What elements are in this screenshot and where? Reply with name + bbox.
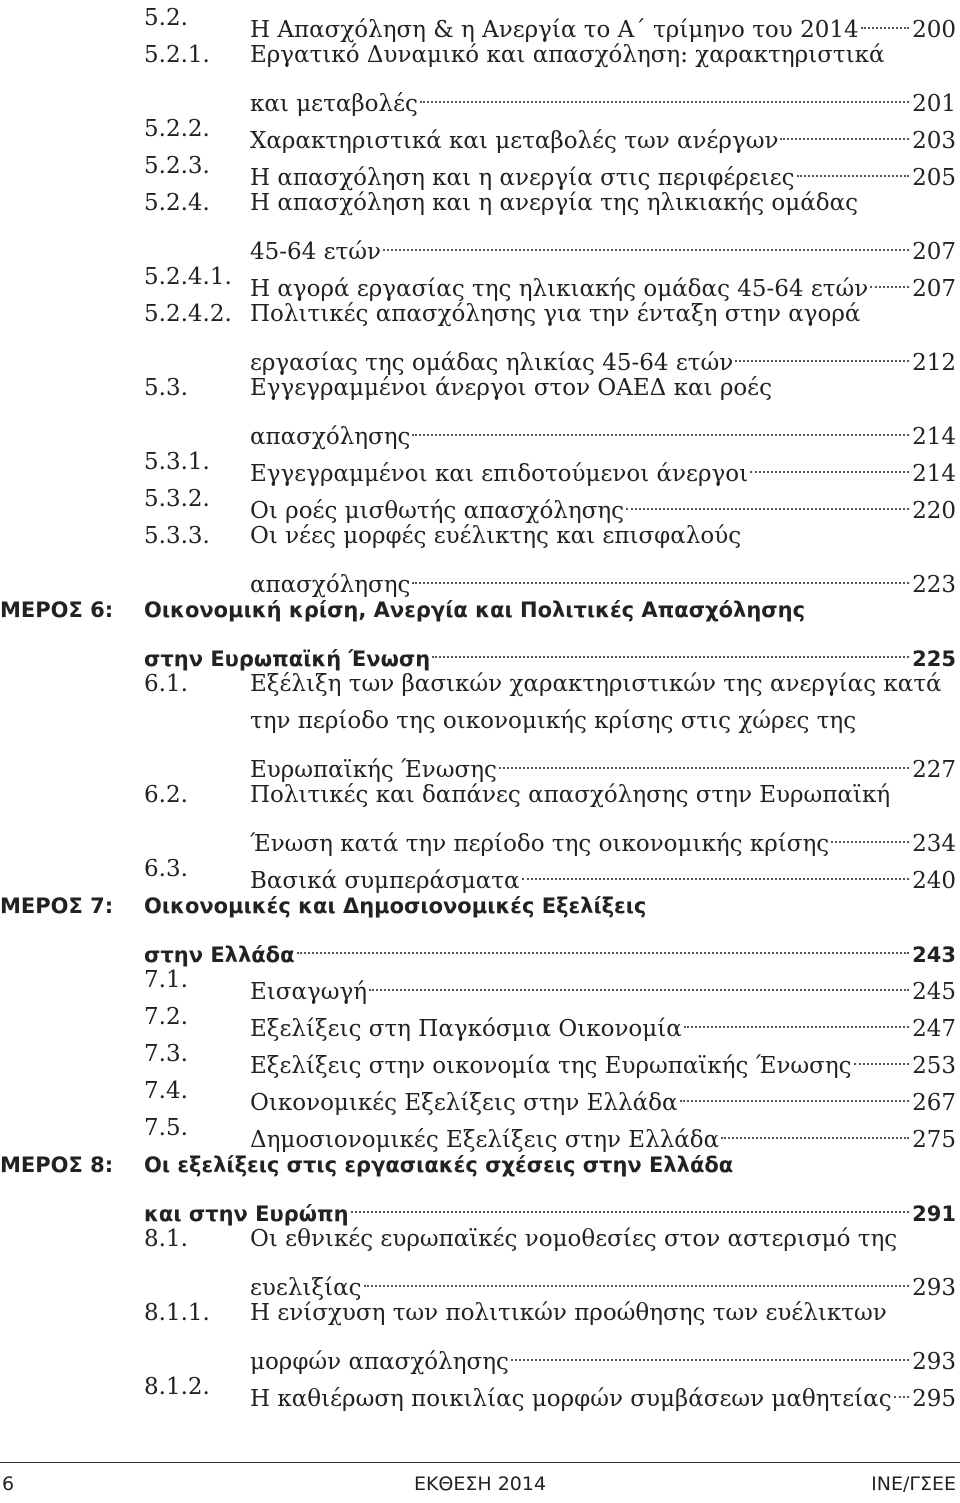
toc-entry[interactable] [0,666,960,783]
toc-title-text: Η αγορά εργασίας της ηλικιακής ομάδας 45-64 ετών [250,276,869,302]
dot-leader [780,111,909,148]
toc-section-number: 5.2.4.2. [144,301,232,327]
toc-page-number: 225 [912,647,956,671]
footer-publisher: ΙΝΕ/ΓΣΕΕ [871,1473,956,1495]
dot-leader [861,0,909,37]
dot-leader [511,1332,909,1369]
dot-leader [297,925,910,962]
toc-entry[interactable] [0,185,960,265]
toc-line [0,1369,960,1412]
toc-page-number: 203 [912,128,956,154]
toc-line [0,111,960,154]
toc-title-text: 45-64 ετών [250,239,381,265]
toc-title-text: απασχόλησης [250,572,411,598]
toc-line [0,999,960,1042]
dot-leader [750,444,909,481]
toc-title-text: Εξελίξεις στη Παγκόσμια Οικονομία [250,1016,682,1042]
toc-section-number: 7.4. [144,1078,188,1104]
toc-title-text: Εξέλιξη των βασικών χαρακτηριστικών της ανεργίας κατά [250,671,942,697]
toc-line [0,148,960,191]
toc-page-number: 207 [912,239,956,265]
toc-line [0,703,960,740]
toc-part-entry[interactable] [0,592,960,671]
toc-part-label: ΜΕΡΟΣ 8: [0,1153,114,1177]
toc-section-number: 5.2.4. [144,190,210,216]
toc-entry[interactable] [0,444,960,487]
toc-line [0,518,960,555]
toc-title-text: Δημοσιονομικές Εξελίξεις στην Ελλάδα [250,1127,720,1153]
toc-line [0,74,960,117]
dot-leader [626,481,909,518]
toc-page-number: 212 [912,350,956,376]
dot-leader [364,1258,910,1295]
toc-entry[interactable] [0,962,960,1005]
toc-line [0,814,960,857]
dot-leader [721,1110,909,1147]
toc-part-entry[interactable] [0,888,960,967]
toc-line [0,962,960,1005]
toc-line [0,259,960,302]
toc-page-number: 227 [912,757,956,783]
footer-page-number: 6 [2,1473,15,1495]
toc-title-text: την περίοδο της οικονομικής κρίσης στις χώρες της [250,708,857,734]
toc-page-number: 253 [912,1053,956,1079]
toc-page-number: 291 [912,1202,956,1226]
toc-line [0,1147,960,1184]
toc-entry[interactable] [0,37,960,117]
toc-section-number: 5.3.1. [144,449,210,475]
toc-line [0,777,960,814]
toc-page-number: 234 [912,831,956,857]
toc-line [0,1295,960,1332]
toc-title-text: Η ενίσχυση των πολιτικών προώθησης των ευέλικτων [250,1300,887,1326]
toc-page-number: 214 [912,461,956,487]
dot-leader [684,999,909,1036]
toc-title-text: Οικονομικές Εξελίξεις στην Ελλάδα [250,1090,678,1116]
toc-page-number: 267 [912,1090,956,1116]
toc-line [0,333,960,376]
toc-title-text: Πολιτικές και δαπάνες απασχόλησης στην Ευρωπαϊκή [250,782,891,808]
toc-section-number: 7.1. [144,967,188,993]
toc-page-number: 243 [912,943,956,967]
toc-title-text: Εξελίξεις στην οικονομία της Ευρωπαϊκής Ένωσης [250,1053,852,1079]
toc-line [0,592,960,629]
toc-entry[interactable] [0,259,960,302]
toc-title-text: Οι εθνικές ευρωπαϊκές νομοθεσίες στον αστερισμό της [250,1226,898,1252]
toc-line [0,296,960,333]
toc-entry[interactable] [0,1036,960,1079]
toc-page-number: 200 [912,17,956,43]
toc-line [0,222,960,265]
toc-entry[interactable] [0,0,960,43]
toc-line [0,1258,960,1301]
toc-page-number: 293 [912,1349,956,1375]
toc-title-text: Οι ροές μισθωτής απασχόλησης [250,498,625,524]
toc-section-number: 8.1.2. [144,1374,210,1400]
dot-leader [870,259,909,296]
toc-title-text: μορφών απασχόλησης [250,1349,509,1375]
toc-entry[interactable] [0,1221,960,1301]
toc-entry[interactable] [0,148,960,191]
toc-entry[interactable] [0,999,960,1042]
toc-page-number: 295 [912,1386,956,1412]
toc-entry[interactable] [0,296,960,376]
toc-section-number: 7.5. [144,1115,188,1141]
toc-part-label: ΜΕΡΟΣ 7: [0,894,114,918]
toc-line [0,851,960,894]
toc-line [0,1110,960,1153]
toc-section-number: 5.2.4.1. [144,264,232,290]
toc-line [0,1073,960,1116]
toc-title-text: Εγγεγραμμένοι και επιδοτούμενοι άνεργοι [250,461,749,487]
toc-section-number: 6.1. [144,671,188,697]
dot-leader [522,851,910,888]
toc-page-number: 245 [912,979,956,1005]
toc-section-number: 5.3.2. [144,486,210,512]
dot-leader [735,333,909,370]
toc-entry[interactable] [0,111,960,154]
toc-page-number: 247 [912,1016,956,1042]
toc-line [0,740,960,783]
toc-title-text: εργασίας της ομάδας ηλικίας 45-64 ετών [250,350,734,376]
page-footer [0,1462,960,1503]
dot-leader [499,740,909,777]
toc-section-number: 5.3. [144,375,188,401]
toc-entry[interactable] [0,481,960,524]
toc-part-label: ΜΕΡΟΣ 6: [0,598,114,622]
toc-entry[interactable] [0,1295,960,1375]
toc-line [0,185,960,222]
toc-entry[interactable] [0,851,960,894]
toc-title-text: Η απασχόληση και η ανεργία στις περιφέρειες [250,165,795,191]
toc-entry[interactable] [0,777,960,857]
toc-line [0,1036,960,1079]
toc-line [0,888,960,925]
dot-leader [894,1369,910,1406]
toc-section-number: 8.1. [144,1226,188,1252]
dot-leader [420,74,909,111]
toc-title-text: Βασικά συμπεράσματα [250,868,520,894]
toc-title-text: Εισαγωγή [250,979,368,1005]
toc-entry[interactable] [0,518,960,598]
toc-page-number: 240 [912,868,956,894]
toc-page-number: 275 [912,1127,956,1153]
toc-section-number: 5.2.3. [144,153,210,179]
toc-line [0,1184,960,1226]
toc-title-text: Οικονομικές και Δημοσιονομικές Εξελίξεις [144,894,647,918]
toc-title-text: Η απασχόληση και η ανεργία της ηλικιακής ομάδας [250,190,858,216]
toc-title-text: Οι νέες μορφές ευέλικτης και επισφαλούς [250,523,742,549]
toc-page-number: 293 [912,1275,956,1301]
toc-section-number: 7.2. [144,1004,188,1030]
dot-leader [369,962,909,999]
dot-leader [412,555,909,592]
dot-leader [351,1184,910,1221]
toc-line [0,555,960,598]
toc-line [0,1221,960,1258]
toc-line [0,481,960,524]
toc-section-number: 5.3.3. [144,523,210,549]
toc-line [0,925,960,967]
dot-leader [432,629,909,666]
toc-section-number: 5.2.1. [144,42,210,68]
toc-section-number: 6.3. [144,856,188,882]
toc-section-number: 6.2. [144,782,188,808]
toc-title-text: ευελιξίας [250,1275,362,1301]
dot-leader [797,148,910,185]
toc-line [0,444,960,487]
toc-entry[interactable] [0,1369,960,1412]
toc-title-text: Εγγεγραμμένοι άνεργοι στον ΟΑΕΔ και ροές [250,375,772,401]
toc-title-text: Η Απασχόληση & η Ανεργία το Α΄ τρίμηνο του 2014 [250,17,859,43]
toc-title-text: Πολιτικές απασχόλησης για την ένταξη στην αγορά [250,301,861,327]
dot-leader [680,1073,910,1110]
toc-entry[interactable] [0,1110,960,1153]
toc-line [0,1332,960,1375]
toc-title-text: στην Ευρωπαϊκή Ένωση [144,647,431,671]
toc-title-text: Ένωση κατά την περίοδο της οικονομικής κρίσης [250,831,830,857]
toc-page-number: 214 [912,424,956,450]
toc-section-number: 5.2. [144,5,188,31]
toc-page-number: 220 [912,498,956,524]
toc-title-text: στην Ελλάδα [144,943,295,967]
toc-title-text: Οι εξελίξεις στις εργασιακές σχέσεις στην Ελλάδα [144,1153,734,1177]
toc-title-text: και μεταβολές [250,91,418,117]
toc-title-text: Χαρακτηριστικά και μεταβολές των ανέργων [250,128,779,154]
toc-line [0,407,960,450]
toc-entry[interactable] [0,1073,960,1116]
toc-title-text: Εργατικό Δυναμικό και απασχόληση: χαρακτηριστικά [250,42,885,68]
dot-leader [831,814,909,851]
toc-title-text: Η καθιέρωση ποικιλίας μορφών συμβάσεων μαθητείας [250,1386,892,1412]
toc-title-text: απασχόλησης [250,424,411,450]
toc-title-text: και στην Ευρώπη [144,1202,349,1226]
toc-title-text: Οικονομική κρίση, Ανεργία και Πολιτικές Απασχόλησης [144,598,806,622]
toc-entry[interactable] [0,370,960,450]
toc-section-number: 7.3. [144,1041,188,1067]
toc-section-number: 8.1.1. [144,1300,210,1326]
toc-page-number: 201 [912,91,956,117]
toc-line [0,0,960,43]
toc-line [0,629,960,671]
toc-page-number: 223 [912,572,956,598]
toc-section-number: 5.2.2. [144,116,210,142]
toc-title-text: Ευρωπαϊκής Ένωσης [250,757,497,783]
toc-line [0,666,960,703]
dot-leader [854,1036,910,1073]
toc-page-number: 207 [912,276,956,302]
toc-part-entry[interactable] [0,1147,960,1226]
dot-leader [412,407,909,444]
footer-report-title: ΕΚΘΕΣΗ 2014 [413,1473,547,1495]
dot-leader [383,222,909,259]
toc-line [0,37,960,74]
toc-page-number: 205 [912,165,956,191]
toc-line [0,370,960,407]
